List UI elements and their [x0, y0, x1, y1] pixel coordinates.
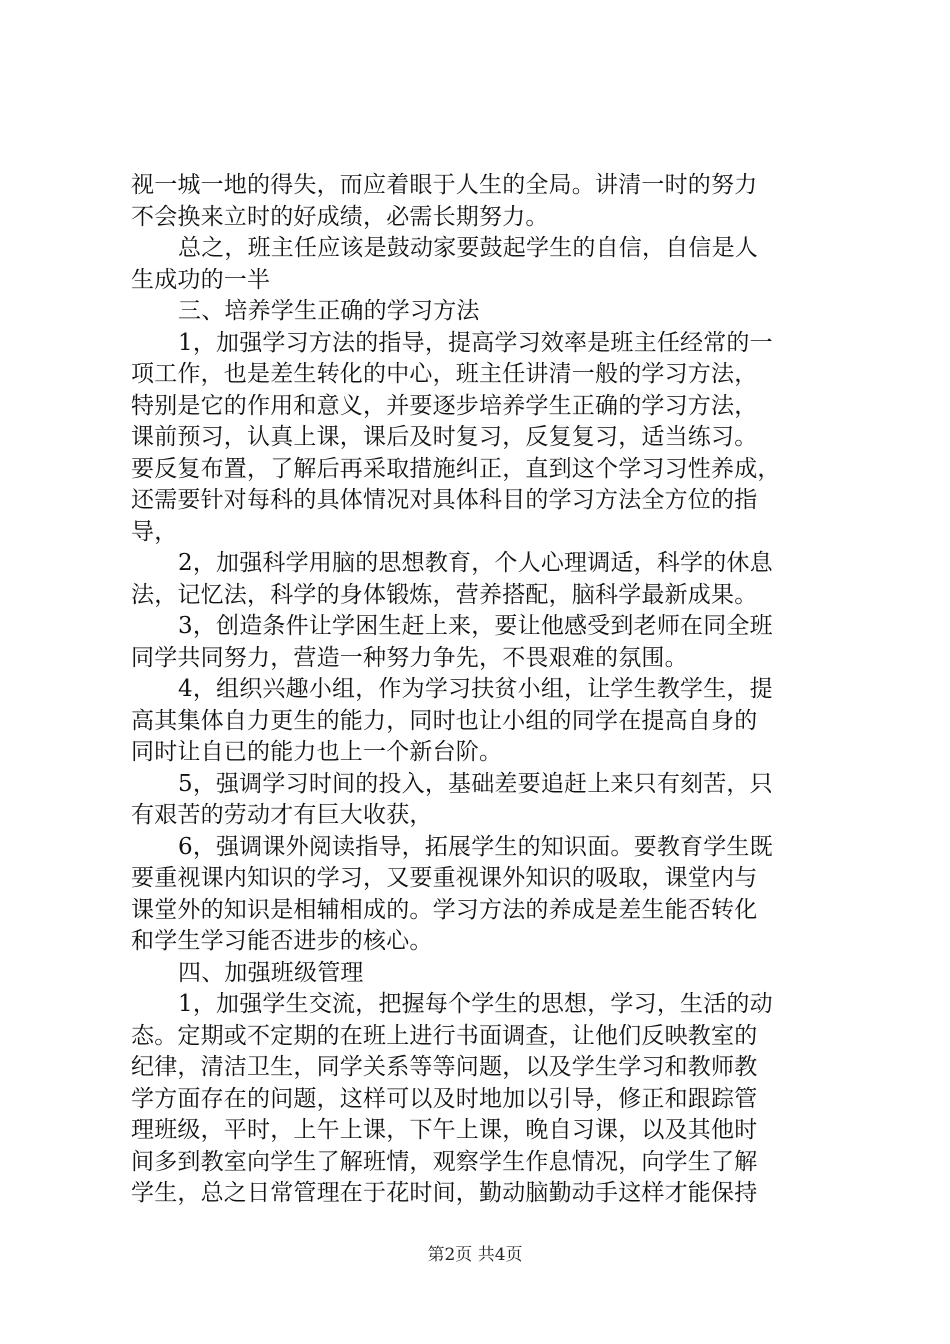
text-line: 6，强调课外阅读指导，拓展学生的知识面。要教育学生既: [178, 833, 773, 860]
text-line: 纪律，清洁卫生，同学关系等等问题，以及学生学习和教师教: [131, 1054, 758, 1080]
text-line: 有艰苦的劳动才有巨大收获，: [131, 802, 433, 828]
text-line: 视一城一地的得失，而应着眼于人生的全局。讲清一时的努力: [131, 172, 758, 198]
text-line: 项工作，也是差生转化的中心，班主任讲清一般的学习方法，: [131, 361, 758, 387]
text-line: 间多到教室向学生了解班情，观察学生作息情况，向学生了解: [131, 1148, 758, 1175]
text-line: 3，创造条件让学困生赶上来，要让他感受到老师在同全班: [178, 613, 773, 639]
text-line: 同时让自已的能力也上一个新台阶。: [131, 739, 503, 765]
text-line: 不会换来立时的好成绩，必需长期努力。: [131, 203, 549, 230]
text-line: 4，组织兴趣小组，作为学习扶贫小组，让学生教学生，提: [178, 676, 773, 702]
text-line: 高其集体自力更生的能力，同时也让小组的同学在提高自身的: [131, 707, 758, 734]
document-body: [131, 170, 831, 1210]
text-line: 法，记忆法，科学的身体锻炼，营养搭配，脑科学最新成果。: [131, 581, 758, 608]
page-footer: 第2页 共4页: [427, 1245, 523, 1265]
text-line: 1，加强学习方法的指导，提高学习效率是班主任经常的一: [178, 329, 773, 356]
text-line: 5，强调学习时间的投入，基础差要追赶上来只有刻苦，只: [178, 770, 773, 797]
text-line: 1，加强学生交流，把握每个学生的思想，学习，生活的动: [178, 991, 773, 1017]
text-line: 态。定期或不定期的在班上进行书面调查，让他们反映教室的: [131, 1022, 758, 1049]
text-line: 理班级，平时，上午上课，下午上课，晚自习课，以及其他时: [131, 1117, 758, 1143]
text-line: 还需要针对每科的具体情况对具体科目的学习方法全方位的指: [131, 487, 758, 513]
text-line: 四、加强班级管理: [178, 959, 364, 986]
text-line: 生成功的一半: [131, 266, 271, 293]
text-line: 特别是它的作用和意义，并要逐步培养学生正确的学习方法，: [131, 392, 758, 419]
text-line: 课堂外的知识是相辅相成的。学习方法的养成是差生能否转化: [131, 896, 758, 923]
text-line: 2，加强科学用脑的思想教育，个人心理调适，科学的休息: [178, 550, 773, 576]
text-line: 总之，班主任应该是鼓动家要鼓起学生的自信，自信是人: [178, 235, 758, 261]
text-line: 三、培养学生正确的学习方法: [178, 298, 480, 324]
text-line: 学生，总之日常管理在于花时间，勤动脑勤动手这样才能保持: [131, 1180, 758, 1206]
text-line: 导，: [131, 518, 178, 545]
text-line: 学方面存在的问题，这样可以及时地加以引导，修正和跟踪管: [131, 1085, 758, 1112]
text-line: 要反复布置，了解后再采取措施纠正，直到这个学习习性养成，: [131, 455, 781, 482]
text-line: 和学生学习能否进步的核心。: [131, 928, 433, 954]
text-line: 课前预习，认真上课，课后及时复习，反复复习，适当练习。: [131, 424, 758, 450]
text-line: 要重视课内知识的学习，又要重视课外知识的吸取，课堂内与: [131, 865, 758, 891]
text-line: 同学共同努力，营造一种努力争先，不畏艰难的氛围。: [131, 644, 688, 671]
